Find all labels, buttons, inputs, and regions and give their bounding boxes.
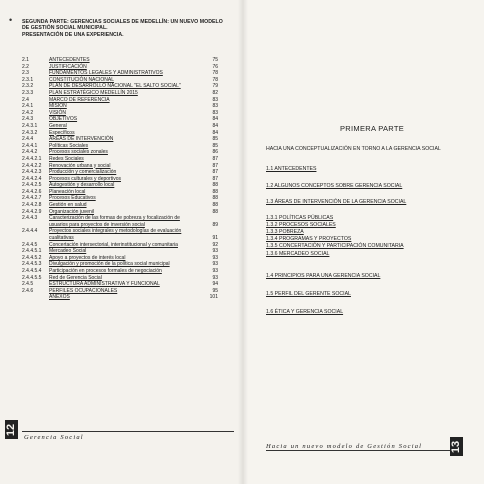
toc-page: 87	[212, 169, 218, 176]
toc-page: 93	[212, 274, 218, 281]
part-subtitle: HACIA UNA CONCEPTUALIZACIÓN EN TORNO A LA GERENCIA SOCIAL	[266, 146, 441, 152]
toc-number: 2.4.4.4	[22, 228, 38, 235]
contents-item	[266, 273, 380, 279]
toc-number: 2.4.4.2.8	[22, 202, 42, 209]
toc-title: ESTRUCTURA ADMINISTRATIVA Y FUNCIONAL	[49, 281, 160, 288]
contents-item	[266, 166, 316, 172]
toc-number: 2.4.4.5.4	[22, 268, 42, 274]
toc-row	[22, 83, 230, 90]
toc-page: 93	[212, 261, 218, 268]
toc-page: 87	[212, 155, 218, 162]
contents-item	[266, 215, 333, 221]
toc-row	[22, 70, 230, 77]
toc-page: 93	[212, 254, 218, 261]
toc-title: Apoyo a proyectos de interés local	[49, 254, 126, 261]
toc-page: 89	[212, 221, 218, 228]
toc-page: 83	[212, 96, 218, 103]
toc-number: 2.4.4.5.5	[22, 274, 42, 281]
toc-number: 2.4.4.2.4	[22, 175, 42, 182]
toc-number: 2.4.3.1	[22, 122, 38, 129]
toc-row	[22, 64, 230, 71]
toc-page: 101	[209, 294, 218, 301]
toc-title: PLAN ESTRATÉGICO MEDELLÍN 2015	[49, 89, 138, 96]
toc-page: 82	[212, 89, 218, 96]
toc-title: VISIÓN	[49, 109, 66, 116]
toc-page: 78	[212, 70, 218, 77]
toc-row	[22, 242, 230, 249]
toc-row	[22, 143, 230, 150]
toc-row	[22, 103, 230, 110]
toc-row	[22, 261, 230, 268]
toc-row	[22, 255, 230, 262]
contents-item	[266, 251, 329, 257]
toc-number: 2.4.4.2.9	[22, 208, 42, 215]
toc-page: 85	[212, 136, 218, 143]
toc-number: 2.4.3.2	[22, 129, 38, 136]
contents-item	[266, 222, 336, 228]
toc-title: General	[49, 122, 67, 129]
contents-item-label: 1.5 PERFIL DEL GERENTE SOCIAL	[266, 291, 351, 297]
toc-number: 2.4.4.2	[22, 149, 38, 156]
toc-row	[22, 57, 230, 64]
toc-row	[22, 248, 230, 255]
toc-row	[22, 169, 230, 176]
toc-title: Redes Sociales	[49, 155, 84, 162]
contents-item	[266, 243, 404, 249]
toc-page: 93	[212, 248, 218, 255]
toc-title: Específicos	[49, 129, 75, 136]
contents-item-label: 1.3 ÁREAS DE INTERVENCIÓN DE LA GERENCIA SOCIAL	[266, 199, 407, 205]
toc-row	[22, 182, 230, 189]
toc-title: Red de Gerencia Social	[49, 274, 102, 281]
toc-page: 84	[212, 129, 218, 136]
toc-page: 75	[212, 57, 218, 63]
toc-row	[22, 189, 230, 196]
book-gutter	[238, 0, 248, 484]
contents-item	[266, 236, 351, 242]
contents-item	[266, 309, 343, 315]
toc-number: 2.2	[22, 63, 29, 70]
toc-title: Proyectos sociales integrales y metodologías de evaluación cualitativas	[49, 228, 182, 242]
toc-number: 2.4.5	[22, 281, 34, 288]
toc-page: 83	[212, 103, 218, 110]
toc-number: 2.4.4.5.3	[22, 261, 42, 268]
toc-title: Planeación local	[49, 188, 86, 195]
toc-title: Procesos culturales y deportivos	[49, 175, 121, 182]
toc-title: OBJETIVOS	[49, 116, 78, 123]
contents-item	[266, 229, 304, 235]
toc-page: 83	[212, 109, 218, 116]
toc-page: 94	[212, 281, 218, 288]
toc-title: Renovación urbana y social	[49, 162, 111, 169]
toc-title: Autogestión y desarrollo local	[49, 182, 115, 189]
toc-number: 2.4.4.5.2	[22, 254, 42, 261]
contents-item	[266, 291, 351, 297]
toc-title: PERFILES OCUPACIONALES	[49, 287, 118, 294]
toc-row	[22, 176, 230, 183]
heading-line-2: DE GESTIÓN SOCIAL MUNICIPAL.	[22, 25, 108, 32]
toc-title: Divulgación y promoción de la política social municipal	[49, 261, 170, 268]
toc-number: 2.3.3	[22, 89, 34, 96]
toc-row	[22, 123, 230, 130]
toc-page: 88	[212, 202, 218, 209]
toc-row	[22, 215, 230, 228]
toc-title: JUSTIFICACIÓN	[49, 63, 87, 70]
toc-row	[22, 202, 230, 209]
toc-title: PLAN DE DESARROLLO NACIONAL "EL SALTO SOCIAL"	[49, 83, 181, 90]
toc-number: 2.4.6	[22, 287, 34, 294]
toc-page: 87	[212, 175, 218, 182]
toc-row	[22, 275, 230, 282]
toc-title: ANEXOS	[49, 294, 70, 301]
toc-row	[22, 90, 230, 97]
toc-page: 88	[212, 195, 218, 202]
heading-line-1: SEGUNDA PARTE: GERENCIAS SOCIALES DE MEDELLÍN: UN NUEVO MODELO	[22, 19, 223, 25]
section-heading	[22, 19, 232, 38]
toc-row	[22, 163, 230, 170]
toc-number: 2.3.2	[22, 83, 34, 90]
page-number-left: 12	[5, 420, 18, 439]
part-title: PRIMERA PARTE	[340, 124, 405, 133]
toc-title: Políticas Sociales	[49, 142, 89, 149]
contents-item-label: 1.3.2 PROCESOS SOCIALES	[266, 222, 336, 228]
toc-row	[22, 228, 230, 241]
contents-item-label: 1.2 ALGUNOS CONCEPTOS SOBRE GERENCIA SOCIAL	[266, 183, 403, 189]
contents-item-label: 1.3.4 PROGRAMAS Y PROYECTOS	[266, 236, 352, 242]
toc-page: 88	[212, 188, 218, 195]
toc-number: 2.4.4.2.1	[22, 155, 42, 162]
contents-item	[266, 199, 406, 205]
toc-row	[22, 195, 230, 202]
right-page	[244, 0, 484, 484]
toc-number: 2.4.4.2.7	[22, 195, 42, 202]
footer-left: Gerencia Social	[24, 434, 84, 441]
toc-page: 87	[212, 162, 218, 169]
toc-title: MISIÓN	[49, 103, 67, 110]
toc-title: Mercadeo Social	[49, 248, 87, 255]
toc-row	[22, 288, 230, 295]
toc-page: 84	[212, 122, 218, 129]
toc-number: 2.1	[22, 57, 29, 63]
toc-page: 92	[212, 241, 218, 248]
footer-rule-right	[266, 450, 450, 451]
toc-row	[22, 110, 230, 117]
toc-row	[22, 209, 230, 216]
toc-page: 76	[212, 63, 218, 70]
toc-row	[22, 136, 230, 143]
toc-row	[22, 156, 230, 163]
footer-right: Hacia un nuevo modelo de Gestión Social	[266, 443, 423, 450]
toc-number: 2.4.4.2.6	[22, 188, 42, 195]
contents-item	[266, 183, 402, 189]
footer-rule-left	[22, 431, 234, 432]
contents-item-label: 1.3.1 POLÍTICAS PÚBLICAS	[266, 215, 334, 221]
contents-item-label: 1.6 ÉTICA Y GERENCIA SOCIAL	[266, 309, 344, 315]
toc-row	[22, 77, 230, 84]
toc-page: 95	[212, 287, 218, 294]
toc-page: 91	[212, 235, 218, 242]
toc-number: 2.4.4.2.3	[22, 169, 42, 176]
toc-title: Procesos sociales zonales	[49, 149, 108, 156]
bullet-mark: •	[9, 15, 13, 25]
toc-number: 2.4.4	[22, 136, 34, 143]
toc-number: 2.4.2	[22, 109, 34, 116]
toc-title: Concertación intersectorial, interinstitucional y comunitaria	[49, 241, 178, 248]
toc-title: Procesos Educativos	[49, 195, 96, 202]
contents-item-label: 1.1 ANTECEDENTES	[266, 166, 317, 172]
toc-number: 2.4.3	[22, 116, 34, 123]
toc-number: 2.4.4.5	[22, 241, 38, 248]
toc-page: 88	[212, 182, 218, 189]
toc-number: 2.4.4.2.2	[22, 162, 42, 169]
toc-page: 79	[212, 83, 218, 90]
toc-title: Gestión en salud	[49, 202, 87, 209]
toc-page: 78	[212, 76, 218, 83]
toc-title: Organización juvenil	[49, 208, 95, 215]
table-of-contents	[22, 57, 230, 301]
toc-row	[22, 268, 230, 275]
page-number-right: 13	[450, 437, 463, 456]
toc-title: FUNDAMENTOS LEGALES Y ADMINISTRATIVOS	[49, 70, 163, 77]
toc-number: 2.4.4.5.1	[22, 248, 42, 255]
toc-number: 2.4.4.1	[22, 142, 38, 149]
toc-row	[22, 294, 230, 301]
toc-page: 84	[212, 116, 218, 123]
toc-number: 2.3	[22, 70, 29, 77]
toc-page: 88	[212, 208, 218, 215]
toc-title: CONSTITUCIÓN NACIONAL	[49, 76, 115, 83]
toc-row	[22, 281, 230, 288]
toc-number: 2.3.1	[22, 76, 34, 83]
toc-title: Caracterización de las formas de pobreza y focalización de usuarios para proyectos de inversión social	[49, 215, 180, 228]
toc-number: 2.4.1	[22, 103, 34, 110]
toc-page: 85	[212, 142, 218, 149]
contents-item-label: 1.3.3 POBREZA	[266, 229, 304, 235]
toc-page: 86	[212, 149, 218, 156]
toc-number: 2.4.4.3	[22, 215, 38, 222]
toc-title: Participación en procesos formales de negociación	[49, 268, 162, 274]
contents-item-label: 1.4 PRINCIPIOS PARA UNA GERENCIA SOCIAL	[266, 273, 381, 279]
toc-title: ÁREAS DE INTERVENCIÓN	[49, 136, 114, 143]
toc-page: 93	[212, 268, 218, 274]
contents-item-label: 1.3.5 CONCERTACIÓN Y PARTICIPACIÓN COMUNITARIA	[266, 243, 404, 249]
toc-number: 2.4.4.2.5	[22, 182, 42, 189]
toc-title: ANTECEDENTES	[49, 57, 90, 63]
toc-title: Producción y comercialización	[49, 169, 117, 176]
toc-row	[22, 149, 230, 156]
toc-number: 2.4	[22, 96, 29, 103]
toc-row	[22, 116, 230, 123]
heading-line-3: PRESENTACIÓN DE UNA EXPERIENCIA.	[22, 31, 124, 38]
toc-title: MARCO DE REFERENCIA	[49, 96, 110, 103]
contents-item-label: 1.3.6 MERCADEO SOCIAL	[266, 251, 330, 257]
